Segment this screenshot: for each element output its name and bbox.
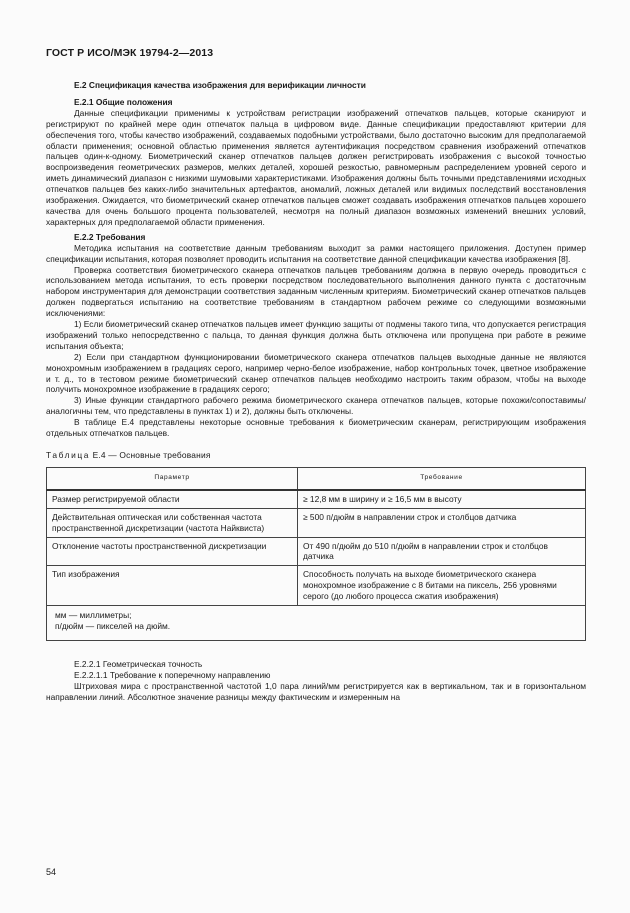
list-item-1: 1) Если биометрический сканер отпечатков пальцев имеет функцию защиты от подмены такого типа, что допускается регистрация изображений только непосредственно с пальца, то данная функция должна быть отключена или пропущена при работе в режиме испытания объекта; (46, 319, 586, 351)
table-caption-text: Е.4 — Основные требования (92, 450, 211, 460)
subsection-title-general: Е.2.1 Общие положения (74, 96, 173, 107)
table-caption (46, 450, 586, 461)
paragraph-requirements-1: Методика испытания на соответствие данным требованиям выходит за рамки настоящего приложения. Доступен пример спецификации испытания, которая позволяет проводить испытания на соответствие данной спецификации качества изображения [8]. (46, 242, 586, 264)
table-cell-parameter: Размер регистрируемой области (47, 490, 298, 508)
column-header-requirement: Требование (298, 467, 586, 489)
list-item-2: 2) Если при стандартном функционировании биометрического сканера отпечатков пальцев выходные данные не являются монохромным изображением в градациях серого, например черно-белое изображение, набор контрольных точек, цветное изображение и т. д., то в тестовом режиме биометрический сканер отпечатков пальцев необходимо настроить таким образом, чтобы на выходе получить монохромное изображение в градациях серого; (46, 351, 586, 395)
table-row (47, 566, 586, 606)
column-header-parameter: Параметр (47, 467, 298, 489)
standard-header: ГОСТ Р ИСО/МЭК 19794-2—2013 (46, 47, 214, 59)
section-title: Е.2 Спецификация качества изображения для верификации личности (74, 80, 366, 90)
document-body (46, 80, 586, 703)
table-note-line: мм — миллиметры; (55, 610, 132, 621)
paragraph-general: Данные спецификации применимы к устройствам регистрации изображений отпечатков пальцев, которые сканируют и регистрируют по крайней мере один отпечаток пальца в цифровом виде. Данные спецификации предоставляют критерии для обеспечения того, чтобы качество изображений, создаваемых подобными устройствами, было достаточно высоким для предполагаемой области применения; основной областью применения является аутентификация посредством сравнения изображений отпечатков пальцев один-к-одному. Биометрический сканер отпечатков пальцев должен регистрировать изображения с высокой точностью воспроизведения геометрических размеров, мелких деталей, хорошей резкостью, равномерным распределением уровней серого и иметь динамический диапазон с низкими шумовыми характеристиками. Изображения должны быть точными представлениями исходных отпечатков пальцев без каких-либо значительных артефактов, аномалий, ложных деталей или видимых последствий восстановления изображения. Ожидается, что биометрический сканер отпечатков пальцев сможет создавать изображения отпечатков пальцев хорошего качества для очень большого процента пользователей, несмотря на полный диапазон возможных изменений внешних условий, характерных для предполагаемой области применения. (46, 107, 586, 227)
table-cell-requirement: Способность получать на выходе биометрического сканера монохромное изображение с 8 битами на пиксель, 256 уровнями серого (до любого процесса сжатия изображения) (298, 566, 586, 606)
page-number: 54 (46, 867, 57, 877)
table-cell-requirement: ≥ 500 п/дюйм в направлении строк и столбцов датчика (298, 508, 586, 537)
table-cell-requirement: От 490 п/дюйм до 510 п/дюйм в направлении строк и столбцов датчика (298, 537, 586, 566)
table-cell-parameter: Отклонение частоты пространственной дискретизации (47, 537, 298, 566)
subsection-transverse-direction: Е.2.2.1.1 Требование к поперечному направлению (74, 669, 271, 680)
table-row (47, 508, 586, 537)
requirements-table (46, 467, 586, 641)
table-cell-parameter: Действительная оптическая или собственная частота пространственной дискретизации (частота Найквиста) (47, 508, 298, 537)
paragraph-requirements-3: В таблице Е.4 представлены некоторые основные требования к биометрическим сканерам, регистрирующим изображения отдельных отпечатков пальцев. (46, 417, 586, 439)
table-note (47, 606, 586, 641)
paragraph-bar-target: Штриховая мира с пространственной частотой 1,0 пара линий/мм регистрируется как в вертикальном, так и в горизонтальном направлении линий. Абсолютное значение разницы между фактическим и измеренным на (46, 680, 586, 702)
table-note-row (47, 606, 586, 641)
table-cell-requirement: ≥ 12,8 мм в ширину и ≥ 16,5 мм в высоту (298, 490, 586, 508)
list-item-3: 3) Иные функции стандартного рабочего режима биометрического сканера отпечатков пальцев, которые похожи/сопоставимы/аналогичны тем, что представлены в пунктах 1) и 2), должны быть отключены. (46, 395, 586, 417)
paragraph-requirements-2: Проверка соответствия биометрического сканера отпечатков пальцев требованиям должна в первую очередь проводиться с использованием метода испытания, то есть проверки посредством последовательного выполнения данного пункта с достаточным набором инструментария для демонстрации соответствия заданным численным критериям. Биометрический сканер отпечатков пальцев должен подвергаться испытанию на соответствие требованиям в стандартном рабочем режиме со следующими возможными исключениями: (46, 264, 586, 319)
subsection-geometric-accuracy: Е.2.2.1 Геометрическая точность (74, 658, 203, 669)
table-caption-prefix: Таблица (46, 450, 91, 460)
table-row (47, 537, 586, 566)
subsection-title-requirements: Е.2.2 Требования (74, 231, 146, 242)
table-cell-parameter: Тип изображения (47, 566, 298, 606)
table-note-line: п/дюйм — пикселей на дюйм. (55, 620, 171, 631)
table-header-row (47, 467, 586, 489)
table-row (47, 490, 586, 508)
